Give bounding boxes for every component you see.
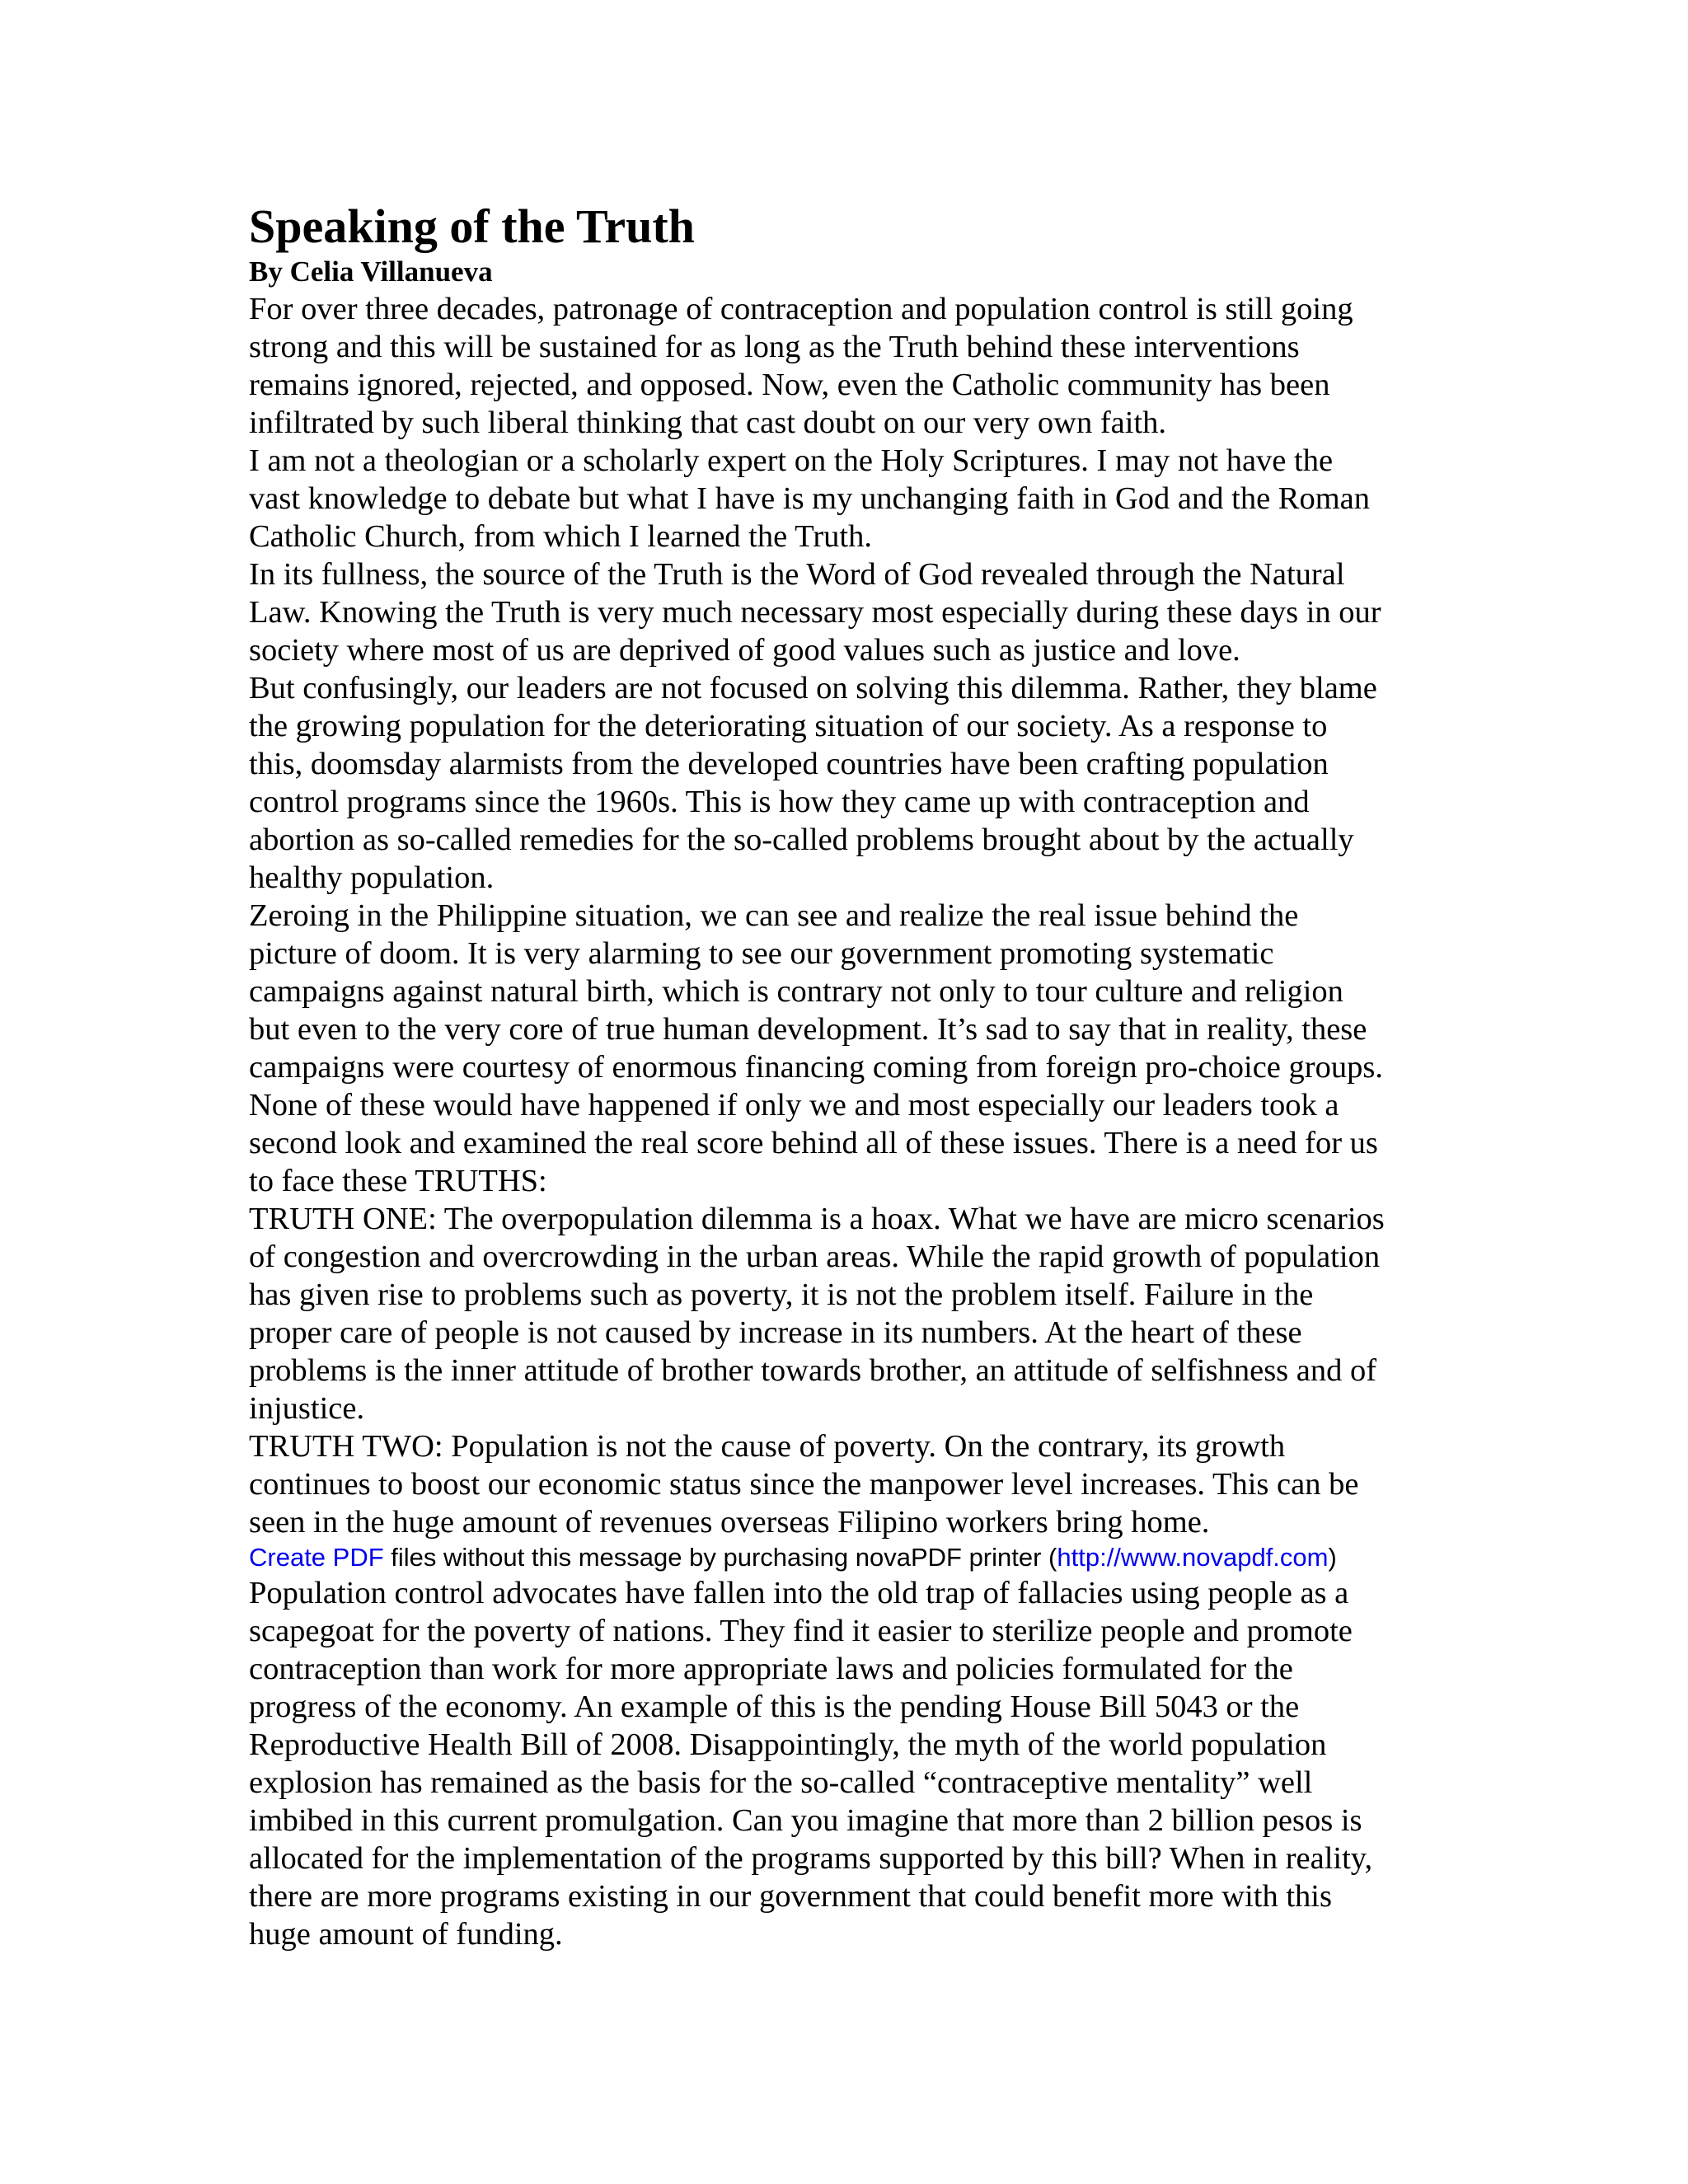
paragraph xyxy=(249,1200,1452,1427)
paragraph-line: But confusingly, our leaders are not focused on solving this dilemma. Rather, they blame xyxy=(249,671,1377,705)
paragraph-line: strong and this will be sustained for as long as the Truth behind these interventions xyxy=(249,330,1300,364)
create-pdf-link[interactable]: Create PDF xyxy=(249,1543,384,1572)
paragraph-line: progress of the economy. An example of this is the pending House Bill 5043 or the xyxy=(249,1690,1300,1724)
novapdf-url-link[interactable]: http://www.novapdf.com xyxy=(1057,1543,1329,1572)
paragraph-line: picture of doom. It is very alarming to see our government promoting systematic xyxy=(249,936,1274,971)
paragraph-line: seen in the huge amount of revenues overseas Filipino workers bring home. xyxy=(249,1505,1210,1540)
paragraph-line: injustice. xyxy=(249,1391,365,1426)
paragraph-line: infiltrated by such liberal thinking that cast doubt on our very own faith. xyxy=(249,405,1167,440)
pdf-notice-text: files without this message by purchasing novaPDF printer ( xyxy=(383,1543,1057,1572)
paragraph xyxy=(249,442,1452,555)
paragraph-line: In its fullness, the source of the Truth is the Word of God revealed through the Natural xyxy=(249,557,1345,592)
paragraph-line: allocated for the implementation of the programs supported by this bill? When in reality, xyxy=(249,1841,1373,1876)
paragraph-line: Population control advocates have fallen into the old trap of fallacies using people as a xyxy=(249,1576,1349,1610)
article xyxy=(249,199,1452,1953)
paragraph-line: second look and examined the real score behind all of these issues. There is a need for us xyxy=(249,1126,1378,1160)
paragraph-line: the growing population for the deteriorating situation of our society. As a response to xyxy=(249,709,1328,743)
article-body xyxy=(249,290,1452,1953)
paragraph-line: campaigns were courtesy of enormous financing coming from foreign pro-choice groups. xyxy=(249,1050,1383,1085)
paragraph-line: continues to boost our economic status since the manpower level increases. This can be xyxy=(249,1467,1359,1502)
paragraph-line: of congestion and overcrowding in the urban areas. While the rapid growth of population xyxy=(249,1240,1381,1274)
paragraph-line: this, doomsday alarmists from the developed countries have been crafting population xyxy=(249,747,1329,781)
paragraph xyxy=(249,290,1452,442)
paragraph-line: explosion has remained as the basis for the so-called “contraceptive mentality” well xyxy=(249,1765,1313,1800)
paragraph-line: to face these TRUTHS: xyxy=(249,1164,547,1198)
paragraph-line: proper care of people is not caused by increase in its numbers. At the heart of these xyxy=(249,1315,1302,1350)
paragraph xyxy=(249,1427,1452,1541)
paragraph-line: there are more programs existing in our government that could benefit more with this xyxy=(249,1879,1332,1914)
paragraph-line: healthy population. xyxy=(249,860,495,895)
paragraph-line: TRUTH TWO: Population is not the cause of poverty. On the contrary, its growth xyxy=(249,1429,1286,1464)
paragraph-line: None of these would have happened if only we and most especially our leaders took a xyxy=(249,1088,1339,1122)
paragraph-line: Catholic Church, from which I learned the Truth. xyxy=(249,519,872,554)
paragraph xyxy=(249,555,1452,669)
paragraph-line: imbibed in this current promulgation. Can you imagine that more than 2 billion pesos is xyxy=(249,1803,1362,1838)
paragraph xyxy=(249,1574,1452,1953)
paragraph-line: abortion as so-called remedies for the so-called problems brought about by the actually xyxy=(249,823,1354,857)
paragraph-line: huge amount of funding. xyxy=(249,1917,563,1952)
paragraph-line: but even to the very core of true human development. It’s sad to say that in reality, these xyxy=(249,1012,1367,1047)
paragraph-line: has given rise to problems such as poverty, it is not the problem itself. Failure in the xyxy=(249,1277,1314,1312)
paragraph-line: Law. Knowing the Truth is very much necessary most especially during these days in our xyxy=(249,595,1381,630)
paragraph-line: control programs since the 1960s. This is how they came up with contraception and xyxy=(249,785,1310,819)
pdf-notice-end: ) xyxy=(1328,1543,1337,1572)
paragraph-line: I am not a theologian or a scholarly expert on the Holy Scriptures. I may not have the xyxy=(249,443,1334,478)
paragraph xyxy=(249,897,1452,1200)
article-title: Speaking of the Truth xyxy=(249,199,695,253)
paragraph-line: campaigns against natural birth, which is contrary not only to tour culture and religion xyxy=(249,974,1343,1009)
paragraph-line: problems is the inner attitude of brother towards brother, an attitude of selfishness and of xyxy=(249,1353,1377,1388)
article-byline: By Celia Villanueva xyxy=(249,255,493,288)
paragraph-line: TRUTH ONE: The overpopulation dilemma is a hoax. What we have are micro scenarios xyxy=(249,1202,1385,1236)
paragraph-line: scapegoat for the poverty of nations. They find it easier to sterilize people and promote xyxy=(249,1614,1353,1648)
paragraph-line: For over three decades, patronage of contraception and population control is still going xyxy=(249,292,1353,326)
paragraph-line: vast knowledge to debate but what I have is my unchanging faith in God and the Roman xyxy=(249,481,1371,516)
paragraph-line: society where most of us are deprived of good values such as justice and love. xyxy=(249,633,1240,668)
paragraph-line: contraception than work for more appropriate laws and policies formulated for the xyxy=(249,1652,1293,1686)
paragraph-line: Reproductive Health Bill of 2008. Disappointingly, the myth of the world population xyxy=(249,1727,1327,1762)
pdf-watermark-notice xyxy=(249,1541,1452,1574)
paragraph xyxy=(249,669,1452,897)
paragraph-line: remains ignored, rejected, and opposed. Now, even the Catholic community has been xyxy=(249,368,1330,402)
paragraph-line: Zeroing in the Philippine situation, we can see and realize the real issue behind the xyxy=(249,898,1299,933)
